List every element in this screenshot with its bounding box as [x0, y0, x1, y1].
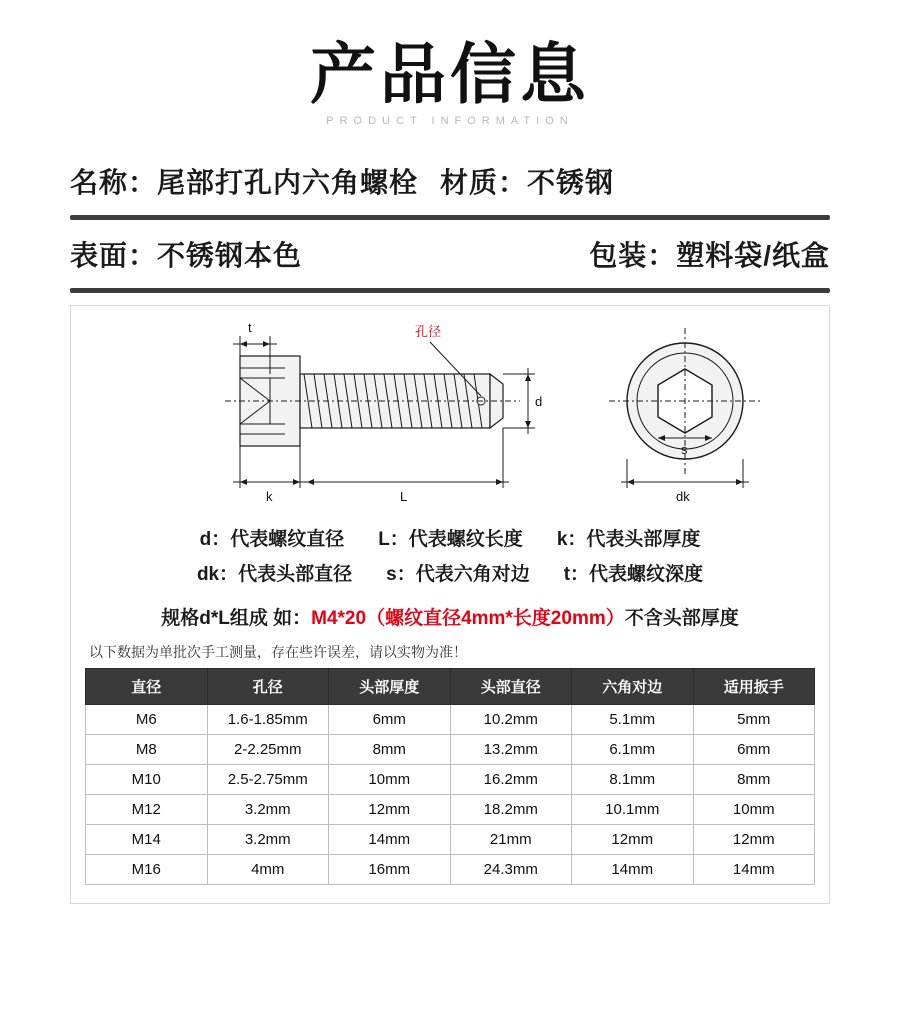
spec-example-line [85, 603, 815, 630]
info-row-surface [70, 220, 830, 288]
cell-diameter: M8 [86, 734, 208, 764]
cell-head-diameter: 13.2mm [450, 734, 572, 764]
spec-table [85, 668, 815, 885]
table-header-row [86, 668, 815, 704]
table-row [86, 764, 815, 794]
legend-row-2 [85, 557, 815, 592]
spec-highlight: M4*20（螺纹直径4mm*长度20mm） [311, 607, 625, 629]
legend-row-1 [85, 522, 815, 557]
page-subtitle: PRODUCT INFORMATION [326, 115, 574, 128]
cell-head-diameter: 16.2mm [450, 764, 572, 794]
screw-technical-drawing [85, 316, 815, 516]
cell-hole-diameter: 3.2mm [207, 794, 329, 824]
cell-diameter: M10 [86, 764, 208, 794]
cell-hex-across-flats: 10.1mm [572, 794, 694, 824]
col-wrench-size: 适用扳手 [693, 668, 815, 704]
cell-wrench-size: 12mm [693, 824, 815, 854]
cell-hole-diameter: 3.2mm [207, 824, 329, 854]
spec-panel [70, 305, 830, 903]
cell-wrench-size: 10mm [693, 794, 815, 824]
info-section [70, 155, 830, 293]
table-row [86, 704, 815, 734]
cell-hole-diameter: 2-2.25mm [207, 734, 329, 764]
dim-d-label: d [535, 394, 543, 410]
product-material-label: 材质：不锈钢 [440, 167, 615, 199]
cell-head-diameter: 24.3mm [450, 854, 572, 884]
cell-hole-diameter: 4mm [207, 854, 329, 884]
table-row [86, 824, 815, 854]
product-package-label: 包装：塑料袋/纸盒 [589, 240, 830, 272]
dim-t-label: t [248, 320, 252, 336]
divider-2 [70, 288, 830, 293]
cell-hex-across-flats: 12mm [572, 824, 694, 854]
cell-hole-diameter: 1.6-1.85mm [207, 704, 329, 734]
col-hex-across-flats: 六角对边 [572, 668, 694, 704]
cell-hole-diameter: 2.5-2.75mm [207, 764, 329, 794]
spec-suffix: 不含头部厚度 [624, 607, 739, 629]
measurement-note: 以下数据为单批次手工测量，存在些许误差，请以实物为准！ [89, 643, 467, 660]
dim-L-label: L [400, 489, 408, 505]
col-head-thickness: 头部厚度 [329, 668, 451, 704]
table-row [86, 734, 815, 764]
cell-head-diameter: 21mm [450, 824, 572, 854]
dim-dk-label: dk [676, 489, 690, 505]
spec-prefix: 规格d*L组成 如： [161, 607, 312, 629]
cell-hex-across-flats: 14mm [572, 854, 694, 884]
table-row [86, 854, 815, 884]
dim-k-label: k [266, 489, 273, 505]
col-diameter: 直径 [86, 668, 208, 704]
cell-wrench-size: 5mm [693, 704, 815, 734]
info-row-name [70, 155, 830, 215]
cell-head-diameter: 10.2mm [450, 704, 572, 734]
col-hole-diameter: 孔径 [207, 668, 329, 704]
page-title: 产品信息 [310, 37, 590, 111]
cell-hex-across-flats: 6.1mm [572, 734, 694, 764]
dim-s-label: s [681, 442, 688, 458]
cell-head-diameter: 18.2mm [450, 794, 572, 824]
legend-item-t: t：代表螺纹深度 [563, 564, 704, 586]
cell-diameter: M6 [86, 704, 208, 734]
cell-head-thickness: 14mm [329, 824, 451, 854]
cell-head-thickness: 8mm [329, 734, 451, 764]
cell-hex-across-flats: 8.1mm [572, 764, 694, 794]
legend-block [85, 522, 815, 592]
cell-diameter: M12 [86, 794, 208, 824]
cell-hex-across-flats: 5.1mm [572, 704, 694, 734]
legend-item-s: s：代表六角对边 [386, 564, 530, 586]
legend-item-k: k：代表头部厚度 [556, 529, 701, 551]
product-name-label: 名称：尾部打孔内六角螺栓 [70, 167, 419, 199]
legend-item-dk: dk：代表头部直径 [196, 564, 353, 586]
cell-head-thickness: 6mm [329, 704, 451, 734]
title-block [0, 0, 900, 127]
cell-wrench-size: 14mm [693, 854, 815, 884]
legend-item-L: L：代表螺纹长度 [378, 529, 523, 551]
product-surface-label: 表面：不锈钢本色 [70, 240, 303, 272]
cell-head-thickness: 12mm [329, 794, 451, 824]
legend-item-d: d：代表螺纹直径 [199, 529, 345, 551]
callout-hole-label: 孔径 [415, 324, 442, 340]
cell-wrench-size: 6mm [693, 734, 815, 764]
col-head-diameter: 头部直径 [450, 668, 572, 704]
cell-wrench-size: 8mm [693, 764, 815, 794]
cell-diameter: M14 [86, 824, 208, 854]
cell-head-thickness: 10mm [329, 764, 451, 794]
table-row [86, 794, 815, 824]
cell-diameter: M16 [86, 854, 208, 884]
cell-head-thickness: 16mm [329, 854, 451, 884]
